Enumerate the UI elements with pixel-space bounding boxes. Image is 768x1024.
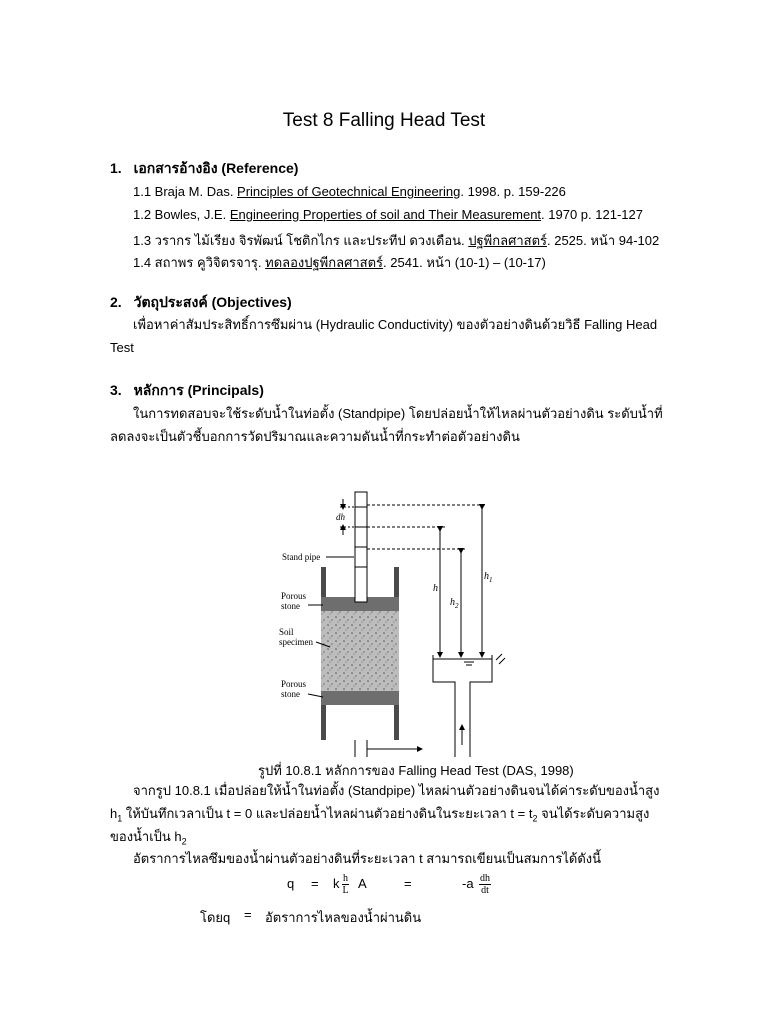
porous-stone-bottom-label-2: stone	[281, 689, 300, 699]
falling-head-diagram	[270, 487, 510, 757]
soil-specimen	[321, 611, 399, 691]
h1-label: $h_1$	[484, 571, 493, 584]
page-title: Test 8 Falling Head Test	[282, 110, 486, 131]
reference-title: Principles of Geotechnical Engineering	[237, 184, 461, 199]
principles-line-2: ลดลงจะเป็นตัวชี้บอกการวัดปริมาณและความดันน้ำที่กระทำต่อตัวอย่างดิน	[110, 429, 520, 444]
reference-title: Engineering Properties of soil and Their Measurement	[229, 207, 542, 222]
eq-k: k	[333, 876, 340, 891]
reference-title: ทดลองปฐพีกลศาสตร์	[265, 255, 384, 270]
body-line-1: จากรูป 10.8.1 เมื่อปล่อยให้น้ำในท่อตั้ง (Standpipe) ไหลผ่านตัวอย่างดินจนได้ค่าระดับของน้ำสูง	[133, 783, 660, 798]
reference-item: 1.4 สถาพร คูวิจิตรจารุ. ทดลองปฐพีกลศาสตร์. 2541. หน้า (10-1) – (10-17)	[133, 255, 546, 270]
objectives-line-2: Test	[110, 340, 134, 355]
eq-q: q	[287, 876, 295, 891]
section-title: เอกสารอ้างอิง (Reference)	[133, 160, 299, 176]
porous-stone-bottom	[321, 691, 399, 705]
h-label: h	[433, 583, 438, 594]
eq-equals-1: =	[311, 876, 319, 891]
soil-label-1: Soil	[279, 627, 294, 637]
body-line-3: ของน้ำเป็น $h_2$	[110, 829, 187, 847]
section-number: 3.	[110, 382, 122, 398]
eq-A: A	[358, 876, 367, 891]
section-reference-heading	[110, 158, 298, 180]
reference-title: ปฐพีกลศาสตร์	[468, 233, 547, 248]
where-label: โดยq	[200, 910, 231, 925]
soil-label-2: specimen	[279, 637, 313, 647]
reference-item: 1.2 Bowles, J.E. Engineering Properties of soil and Their Measurement. 1970 p. 121-127	[133, 207, 643, 222]
objectives-line-1: เพื่อหาค่าสัมประสิทธิ์การซึมผ่าน (Hydraulic Conductivity) ของตัวอย่างดินด้วยวิธี Falling Head	[133, 317, 658, 332]
figure-caption: รูปที่ 10.8.1 หลักการของ Falling Head Test (DAS, 1998)	[258, 763, 574, 778]
eq-fraction-h-over-l: $\frac{h}{L}$	[342, 873, 349, 896]
section-objectives-heading	[110, 292, 292, 314]
porous-stone-bottom-label-1: Porous	[281, 679, 307, 689]
dh-label: dh	[336, 512, 345, 522]
falling-head-apparatus-figure	[270, 487, 510, 757]
eq-neg-a: -a	[462, 876, 474, 891]
where-description: อัตราการไหลของน้ำผ่านดิน	[265, 910, 422, 925]
eq-fraction-dh-over-dt: $\frac{dh}{dt}$	[480, 873, 490, 896]
porous-stone-top-label-2: stone	[281, 601, 300, 611]
section-title: หลักการ (Principals)	[133, 382, 264, 398]
h2-label: $h_2$	[450, 597, 459, 610]
section-number: 1.	[110, 160, 122, 176]
body-line-2: $h_1$ ให้บันทึกเวลาเป็น t = 0 และปล่อยน้ำไหลผ่านตัวอย่างดินในระยะเวลา $t = t_2$ จนได้ระดับความสูง	[110, 806, 650, 824]
section-title: วัตถุประสงค์ (Objectives)	[133, 294, 292, 310]
reference-item: 1.3 วรากร ไม้เรียง จิรพัฒน์ โชติกไกร และประทีป ดวงเดือน. ปฐพีกลศาสตร์. 2525. หน้า 94-102	[133, 233, 660, 248]
principles-line-1: ในการทดสอบจะใช้ระดับน้ำในท่อตั้ง (Standpipe) โดยปล่อยน้ำให้ไหลผ่านตัวอย่างดิน ระดับน้ำที่	[133, 406, 663, 421]
stand-pipe-label: Stand pipe	[282, 552, 321, 562]
where-equals: =	[244, 907, 252, 922]
section-principles-heading	[110, 380, 264, 402]
body-line-4: อัตราการไหลซึมของน้ำผ่านตัวอย่างดินที่ระยะเวลา t สามารถเขียนเป็นสมการได้ดังนี้	[133, 851, 601, 866]
reference-item: 1.1 Braja M. Das. Principles of Geotechnical Engineering. 1998. p. 159-226	[133, 184, 566, 199]
eq-equals-2: =	[404, 876, 412, 891]
porous-stone-top-label-1: Porous	[281, 591, 307, 601]
section-number: 2.	[110, 294, 122, 310]
